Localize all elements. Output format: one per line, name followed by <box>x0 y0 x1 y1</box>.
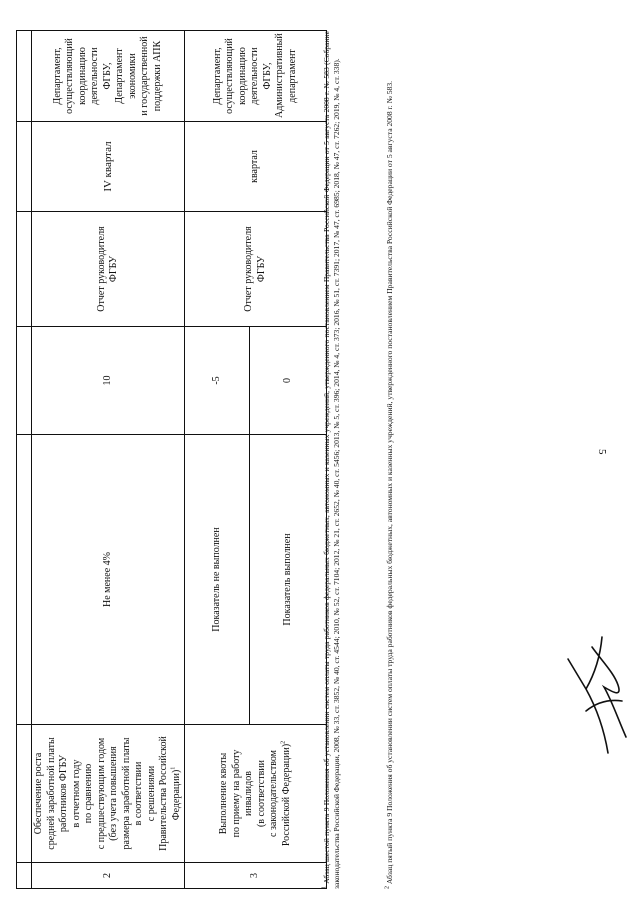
criterion-cell: Показатель выполнен <box>250 435 327 725</box>
cell-line: департамент <box>286 49 298 103</box>
indicator-text <box>218 744 292 846</box>
cell-line: осуществляющий <box>64 38 76 114</box>
cell-line: с предшествующим годом <box>95 737 107 850</box>
footnote-mark: 1 <box>321 886 328 889</box>
period-cell: квартал <box>185 122 327 212</box>
footnote <box>322 31 341 889</box>
cell-line: Федерации) <box>170 769 182 821</box>
cell-line: по сравнению <box>83 763 94 824</box>
criterion-cell: Не менее 4% <box>32 435 185 725</box>
cell-line: и государственной <box>139 36 151 116</box>
row-number: 2 <box>32 863 185 889</box>
cell-line: Российской Федерации) <box>280 743 292 847</box>
cell-line: в отчетном году <box>70 759 82 828</box>
table-header-strip <box>17 31 32 889</box>
cell-line: Правительства Российской <box>158 736 169 851</box>
report-cell: Отчет руководителя ФГБУ <box>185 212 327 327</box>
cell-line: поддержки АПК <box>151 40 163 112</box>
cell-line: координацию <box>76 47 88 105</box>
period-cell: IV квартал <box>32 122 185 212</box>
cell-line: средней заработной платы <box>45 737 57 850</box>
points-cell: 0 <box>250 327 327 435</box>
cell-line: деятельности ФГБУ, <box>89 47 113 105</box>
cell-line: Департамент <box>114 48 126 104</box>
cell-line: (без учета повышения <box>108 746 119 841</box>
cell-line: Департамент, <box>211 47 223 105</box>
responsible-cell <box>32 31 185 122</box>
criteria-table <box>16 30 327 889</box>
footnote-mark: 2 <box>384 886 391 889</box>
footnote-ref: 2 <box>280 740 287 744</box>
row-number: 3 <box>185 863 327 889</box>
footnote-ref: 1 <box>170 766 177 770</box>
points-cell: 10 <box>32 327 185 435</box>
cell-line: Выполнение квоты <box>218 752 229 835</box>
cell-line: инвалидов <box>243 771 254 816</box>
cell-line: по приему на работу <box>230 749 242 838</box>
cell-line: экономики <box>126 53 138 99</box>
footnote <box>385 31 395 889</box>
criterion-cell: Показатель не выполнен <box>185 435 250 725</box>
report-cell: Отчет руководителя ФГБУ <box>32 212 185 327</box>
cell-line: осуществляющий <box>224 38 236 114</box>
cell-line: Департамент, <box>51 47 63 105</box>
indicator-cell <box>32 725 185 863</box>
indicator-text <box>33 736 182 851</box>
table-row <box>32 31 185 889</box>
rotated-sheet <box>16 29 516 889</box>
indicator-cell <box>185 725 327 863</box>
cell-line: с решениями <box>145 765 157 822</box>
cell-line: (в соответствии <box>255 759 267 828</box>
page-number: 5 <box>596 449 608 455</box>
points-cell: -5 <box>185 327 250 435</box>
cell-line: деятельности ФГБУ, <box>249 47 273 105</box>
cell-line: работников ФГБУ <box>58 754 69 833</box>
footnote-text: Абзац пятый пункта 9 Положения об установлении систем оплаты труда работников федеральных бюджетных, автономных и казенных учреждений, утвержденного постановлением Правительства Российской Федерации от 5 августа 2008 г. № 583. <box>385 80 394 885</box>
footnote-text: Абзац шестой пункта 9 Положения об установлении систем оплаты труда работников федеральных бюджетных, автономных и казенных учреждений, утвержденного постановлением Правительства Российской Федерации от 5 августа 2008 г. № 583 (Собрание законодательства Российской Федерации, 2008, № 33, ст. 3852, № 40, ст. 4544; 2010, № 52, ст. 7104; 2012, № 21, ст. 2652, № 40, ст. 5456; 2013, № 5, ст. 396; 2014, № 4, ст. 373; 2016, № 51, ст. 7391; 2017, № 47, ст. 6985; 2018, № 47, ст. 7262; 2019, № 4, ст. 338). <box>322 31 341 889</box>
cell-line: координацию <box>236 47 248 105</box>
cell-line: Административный <box>274 33 286 118</box>
cell-line: Обеспечение роста <box>33 752 44 835</box>
table-row <box>185 31 250 889</box>
cell-line: в соответствии <box>133 761 144 826</box>
cell-line: размера заработной платы <box>120 737 132 850</box>
responsible-cell <box>185 31 327 122</box>
cell-line: с законодательством <box>268 750 279 837</box>
signature-icon <box>556 629 636 759</box>
